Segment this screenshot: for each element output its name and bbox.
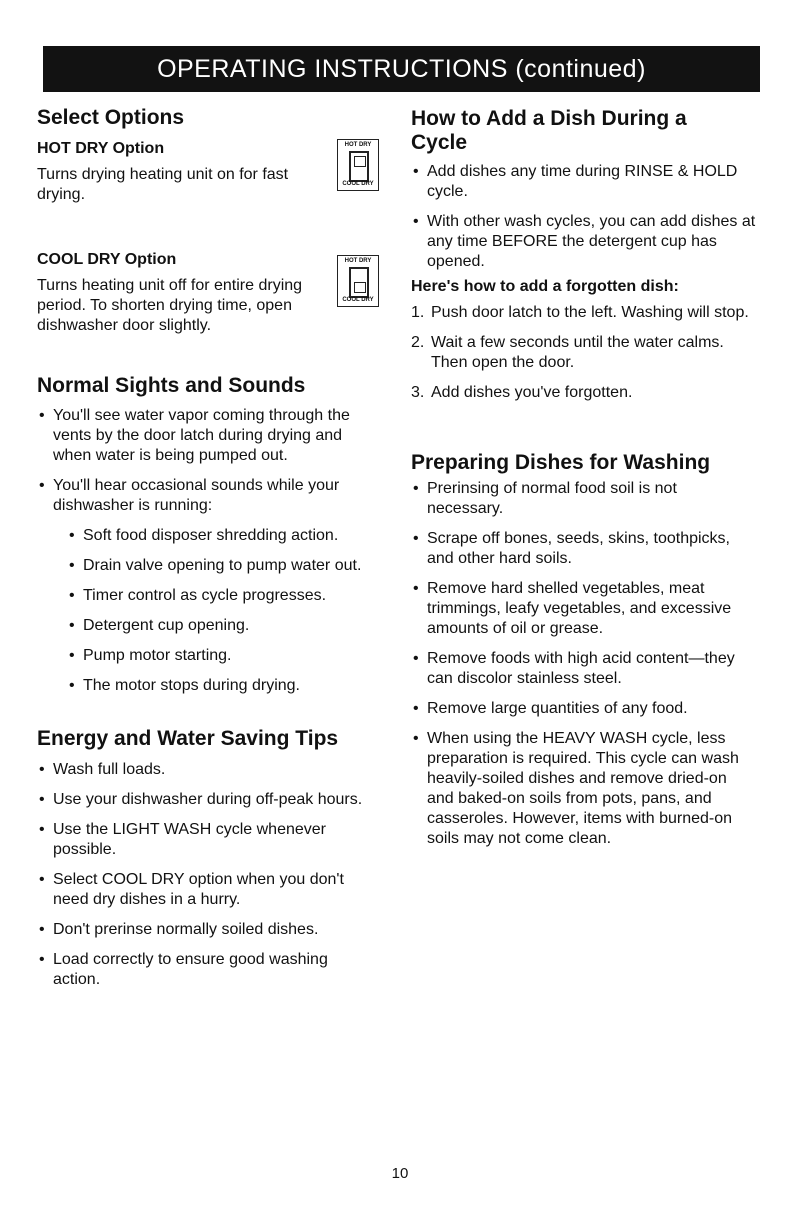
- list-item: • Wash full loads.: [37, 760, 372, 780]
- preparing-list: [411, 479, 751, 859]
- page-banner: OPERATING INSTRUCTIONS (continued): [43, 46, 760, 92]
- list-item: • Remove hard shelled vegetables, meat trimmings, leafy vegetables, and excessive amounts of oil or grease.: [411, 579, 751, 639]
- add-dish-title: How to Add a Dish During a Cycle: [411, 107, 687, 154]
- list-item: • The motor stops during drying.: [37, 676, 377, 696]
- select-options-title: Select Options: [37, 106, 185, 129]
- switch-top-label: HOT DRY: [344, 142, 372, 148]
- list-item: 3. Add dishes you've forgotten.: [411, 383, 756, 403]
- normal-sights-list: [37, 406, 377, 706]
- page-number: 10: [391, 1165, 409, 1182]
- list-item: • Detergent cup opening.: [37, 616, 377, 636]
- cool-dry-switch-icon: [337, 255, 379, 307]
- list-item: • Load correctly to ensure good washing action.: [37, 950, 372, 990]
- hot-dry-switch-icon: [337, 139, 379, 191]
- list-item: • Prerinsing of normal food soil is not necessary.: [411, 479, 751, 519]
- add-dish-subheading: Here's how to add a forgotten dish:: [411, 278, 679, 295]
- list-item: • Add dishes any time during RINSE & HOLD cycle.: [411, 162, 756, 202]
- list-item: • Remove large quantities of any food.: [411, 699, 751, 719]
- list-item: 1. Push door latch to the left. Washing will stop.: [411, 303, 756, 323]
- switch-bottom-label: COOL DRY: [342, 297, 374, 303]
- list-item: • Use your dishwasher during off-peak hours.: [37, 790, 372, 810]
- list-item: • Pump motor starting.: [37, 646, 377, 666]
- list-item: • Drain valve opening to pump water out.: [37, 556, 377, 576]
- list-item: • Select COOL DRY option when you don't need dry dishes in a hurry.: [37, 870, 372, 910]
- add-dish-steps: [411, 303, 756, 413]
- cool-dry-heading: COOL DRY Option: [37, 251, 177, 268]
- preparing-title: Preparing Dishes for Washing: [411, 451, 711, 474]
- cool-dry-text: Turns heating unit off for entire drying period. To shorten drying time, open dishwasher door slightly.: [37, 277, 303, 334]
- list-item: 2. Wait a few seconds until the water calms. Then open the door.: [411, 333, 756, 373]
- list-item: • Scrape off bones, seeds, skins, toothpicks, and other hard soils.: [411, 529, 751, 569]
- add-dish-list: [411, 162, 756, 282]
- list-item: • You'll hear occasional sounds while your dishwasher is running:: [37, 476, 377, 516]
- energy-tips-title: Energy and Water Saving Tips: [37, 727, 339, 750]
- list-item: • With other wash cycles, you can add dishes at any time BEFORE the detergent cup has opened.: [411, 212, 756, 272]
- list-item: • Timer control as cycle progresses.: [37, 586, 377, 606]
- list-item: • Remove foods with high acid content—they can discolor stainless steel.: [411, 649, 751, 689]
- switch-bottom-label: COOL DRY: [342, 181, 374, 187]
- list-item: • When using the HEAVY WASH cycle, less preparation is required. This cycle can wash heavily-soiled dishes and remove dried-on and baked-on soils from pots, pans, and casseroles. However, items with burned-on soils may not come clean.: [411, 729, 751, 849]
- hot-dry-heading: HOT DRY Option: [37, 140, 165, 157]
- switch-top-label: HOT DRY: [344, 258, 372, 264]
- energy-tips-list: [37, 760, 372, 1000]
- list-item: • Use the LIGHT WASH cycle whenever possible.: [37, 820, 372, 860]
- list-item: • Don't prerinse normally soiled dishes.: [37, 920, 372, 940]
- hot-dry-text: Turns drying heating unit on for fast drying.: [37, 166, 289, 203]
- list-item: • You'll see water vapor coming through the vents by the door latch during drying and when water is being pumped out.: [37, 406, 377, 466]
- list-item: • Soft food disposer shredding action.: [37, 526, 377, 546]
- normal-sights-title: Normal Sights and Sounds: [37, 374, 306, 397]
